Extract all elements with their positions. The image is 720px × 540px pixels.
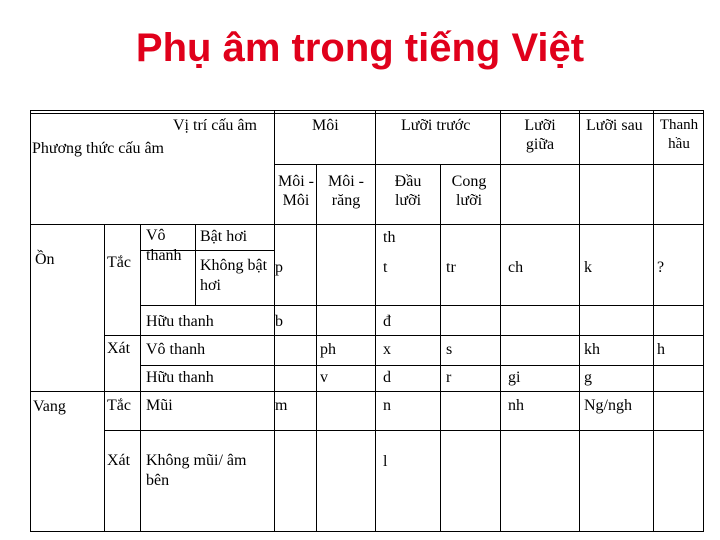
col-divider-6 <box>579 110 580 532</box>
cell-r: r <box>446 369 452 386</box>
col-divider-2 <box>316 164 317 532</box>
cell-p: p <box>275 259 283 276</box>
cell-l: l <box>383 453 388 470</box>
col-divider-3 <box>375 110 376 532</box>
cell-kh: kh <box>584 341 600 358</box>
header-sub-rule <box>275 164 703 165</box>
table-right-border <box>703 110 704 532</box>
vo-thanh-label: Vô thanh <box>146 227 182 264</box>
cell-t: t <box>383 259 388 276</box>
group-divider <box>104 224 105 532</box>
tac-label: Tắc <box>107 254 131 271</box>
cell-n: n <box>383 397 391 414</box>
moi-moi-header: Môi -Môi <box>278 173 314 209</box>
huu-thanh-label: Hữu thanh <box>146 313 214 330</box>
row-rule-2 <box>140 305 704 306</box>
table-left-border <box>30 110 31 532</box>
col-divider-4 <box>440 164 441 532</box>
cell-b: b <box>275 313 283 330</box>
luoi-sau-header: Lưỡi sau <box>586 117 643 134</box>
cell-m: m <box>275 397 288 414</box>
cell-tr: tr <box>446 259 456 276</box>
vang-tac-label: Tắc <box>107 397 131 414</box>
xat-vo-thanh-label: Vô thanh <box>146 341 206 358</box>
cell-ch: ch <box>508 259 524 276</box>
bat-hoi-label: Bật hơi <box>200 228 248 245</box>
cell-th: th <box>383 229 396 246</box>
table-top-border <box>30 110 704 111</box>
header-top-rule <box>30 113 704 114</box>
cell-v: v <box>320 369 328 386</box>
moi-rang-header: Môi - răng <box>328 173 364 209</box>
dau-luoi-header: Đầu lưỡi <box>394 173 422 209</box>
luoi-truoc-header: Lưỡi trước <box>401 117 471 134</box>
xat-huu-thanh-label: Hữu thanh <box>146 369 214 386</box>
cell-k: k <box>584 259 592 276</box>
consonant-table <box>30 110 704 532</box>
luoi-giua-header: Lưỡi giữa <box>524 117 556 153</box>
subgroup-divider <box>140 224 141 532</box>
row-rule-3 <box>104 335 704 336</box>
voice-divider <box>195 224 196 305</box>
vang-label: Vang <box>33 398 66 415</box>
row-rule-5 <box>104 430 704 431</box>
cell-ng: Ng/ngh <box>584 397 632 414</box>
col-divider-5 <box>500 110 501 532</box>
manner-label: Phương thức cấu âm <box>32 140 164 157</box>
col-divider-7 <box>653 110 654 532</box>
on-vang-rule <box>30 391 704 392</box>
cell-g: g <box>584 369 592 386</box>
moi-header: Môi <box>312 117 339 134</box>
on-label: Ồn <box>35 251 55 268</box>
cong-luoi-header: Cong lưỡi <box>451 173 487 209</box>
cell-h: h <box>657 341 665 358</box>
table-bottom-border <box>30 531 704 532</box>
cell-gi: gi <box>508 369 521 386</box>
cell-d: d <box>383 369 391 386</box>
row-rule-4 <box>140 365 704 366</box>
vang-xat-label: Xát <box>107 452 131 469</box>
mui-label: Mũi <box>146 397 173 414</box>
cell-nh: nh <box>508 397 524 414</box>
page-title: Phụ âm trong tiếng Việt <box>135 26 585 70</box>
position-label: Vị trí cấu âm <box>173 117 257 134</box>
cell-ph: ph <box>320 341 336 358</box>
cell-dd: đ <box>383 313 391 330</box>
cell-glottal-stop: ? <box>657 259 665 276</box>
cell-x: x <box>383 341 391 358</box>
cell-s: s <box>446 341 453 358</box>
thanh-hau-header: Thanh hầu <box>659 117 699 152</box>
khong-bat-hoi-label: Không bật hơi <box>200 257 268 294</box>
xat-label: Xát <box>107 340 131 357</box>
header-bottom-rule <box>30 224 704 225</box>
khong-mui-label: Không mũi/ âm bên <box>146 452 247 489</box>
